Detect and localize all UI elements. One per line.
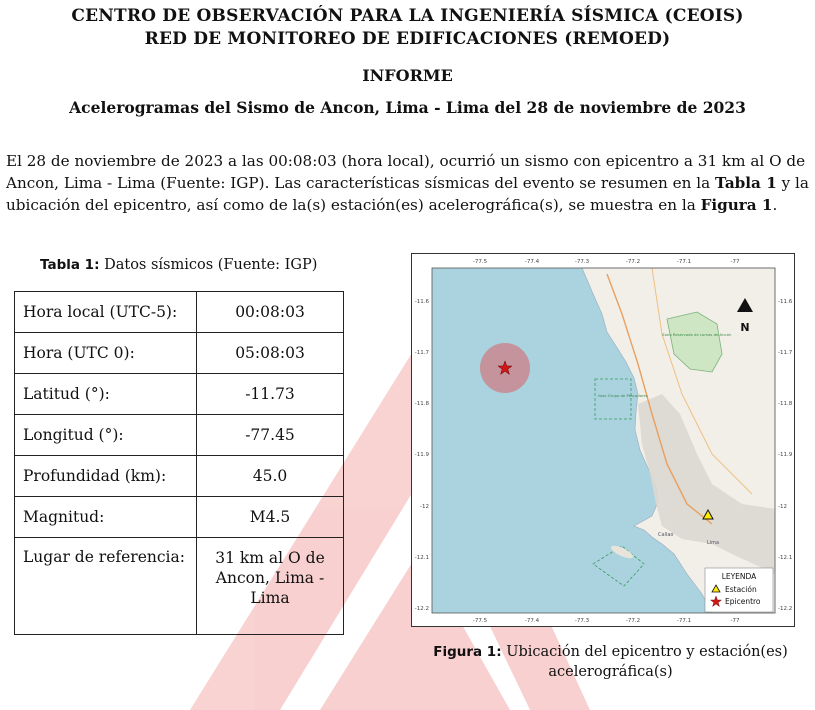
intro-text-2: y la ubicación del epicentro, así como de la(s) estación(es) acelerográfica(s), se muestra en la: [6, 174, 809, 214]
table-row: [15, 292, 344, 333]
table-ref: Tabla 1: [714, 174, 777, 192]
tick-left: -11.9: [414, 452, 429, 458]
figure-caption-label: Figura 1:: [433, 644, 502, 660]
intro-paragraph: [6, 150, 811, 216]
tick-top: -77: [730, 259, 740, 265]
tick-right: -11.6: [778, 299, 793, 305]
tick-right: -12.1: [778, 555, 793, 561]
tick-left: -12: [420, 504, 429, 510]
table-row: [15, 538, 344, 635]
report-subtitle: Acelerogramas del Sismo de Ancon, Lima - Lima del 28 de noviembre de 2023: [69, 98, 746, 117]
figure-caption-text: Ubicación del epicentro y estación(es) acelerográfica(s): [501, 644, 788, 680]
row-label: Profundidad (km):: [15, 456, 197, 497]
tick-right: -12.2: [778, 606, 793, 612]
legend-station-label: Estación: [725, 585, 757, 594]
figure-ref: Figura 1: [700, 196, 773, 214]
seismic-data-table: [14, 291, 344, 635]
figure-caption: [433, 642, 788, 682]
legend-epicenter-label: Epicentro: [725, 597, 761, 606]
tick-top: -77.4: [524, 259, 540, 265]
map-canvas: [412, 254, 794, 626]
row-label: Lugar de referencia:: [15, 538, 197, 635]
table-row: [15, 333, 344, 374]
row-value: 05:08:03: [197, 333, 344, 374]
tick-bottom: -77.4: [524, 618, 540, 624]
row-label: Longitud (°):: [15, 415, 197, 456]
row-value: 45.0: [197, 456, 344, 497]
north-label: N: [740, 321, 750, 334]
legend-title: LEYENDA: [721, 572, 757, 581]
tick-bottom: -77.5: [472, 618, 488, 624]
table-caption-label: Tabla 1:: [40, 257, 100, 273]
table-row: [15, 415, 344, 456]
institution-title: CENTRO DE OBSERVACIÓN PARA LA INGENIERÍA SÍSMICA (CEOIS): [71, 6, 744, 26]
tick-left: -11.7: [414, 350, 429, 356]
row-value: 00:08:03: [197, 292, 344, 333]
map-legend: [705, 568, 773, 612]
tick-right: -12: [778, 504, 787, 510]
table-caption: [40, 257, 317, 273]
table-caption-text: Datos sísmicos (Fuente: IGP): [99, 257, 318, 273]
tick-bottom: -77.3: [574, 618, 590, 624]
row-value: -77.45: [197, 415, 344, 456]
location-map: [411, 253, 795, 627]
tick-left: -11.8: [414, 401, 429, 407]
table-row: [15, 374, 344, 415]
place-label-reserve: Zona Reservada de Lomas de Ancón: [662, 332, 732, 337]
tick-top: -77.3: [574, 259, 590, 265]
row-label: Magnitud:: [15, 497, 197, 538]
network-title: RED DE MONITOREO DE EDIFICACIONES (REMOED): [144, 29, 671, 49]
intro-text-1: El 28 de noviembre de 2023 a las 00:08:03 (hora local), ocurrió un sismo con epicentro a 31 km al O de Ancon, Lima - Lima (Fuente: IGP). Las características sísmicas del evento se resumen en la: [6, 152, 806, 192]
tick-top: -77.2: [625, 259, 641, 265]
row-value: M4.5: [197, 497, 344, 538]
tick-bottom: -77.2: [625, 618, 641, 624]
row-value: -11.73: [197, 374, 344, 415]
row-label: Latitud (°):: [15, 374, 197, 415]
tick-left: -11.6: [414, 299, 429, 305]
place-label-callao: Callao: [658, 532, 674, 538]
report-title: INFORME: [362, 66, 453, 85]
tick-top: -77.1: [676, 259, 692, 265]
row-value: 31 km al O de Ancon, Lima - Lima: [197, 538, 344, 635]
row-label: Hora (UTC 0):: [15, 333, 197, 374]
table-row: [15, 456, 344, 497]
tick-left: -12.1: [414, 555, 429, 561]
intro-text-3: .: [772, 196, 778, 214]
tick-right: -11.9: [778, 452, 793, 458]
tick-bottom: -77: [730, 618, 740, 624]
place-label-lima: Lima: [707, 540, 720, 546]
row-label: Hora local (UTC-5):: [15, 292, 197, 333]
place-label-islands: Islas Grupo de Pescadores: [598, 393, 648, 398]
table-row: [15, 497, 344, 538]
tick-bottom: -77.1: [676, 618, 692, 624]
tick-right: -11.8: [778, 401, 793, 407]
tick-right: -11.7: [778, 350, 793, 356]
tick-top: -77.5: [472, 259, 488, 265]
tick-left: -12.2: [414, 606, 429, 612]
